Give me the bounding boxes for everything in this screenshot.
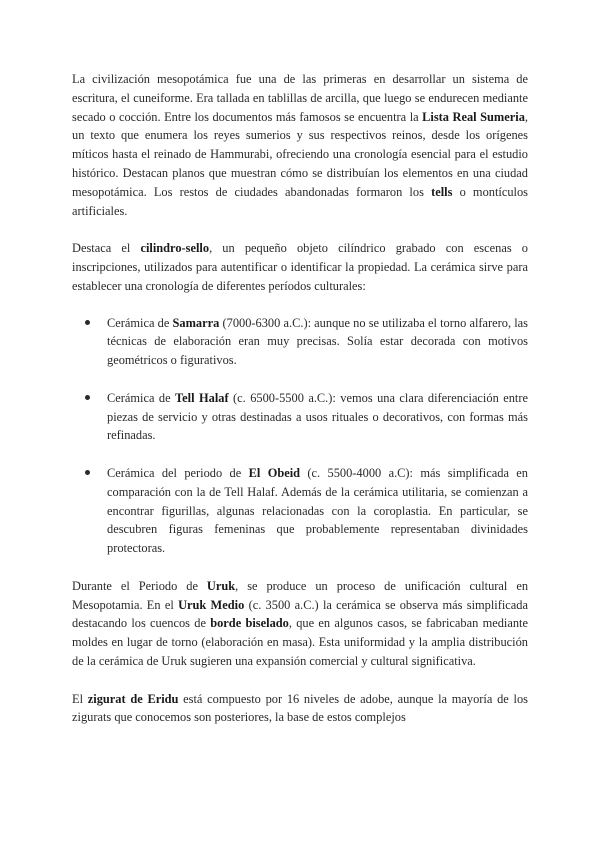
paragraph-cylinder-seal [72,239,528,295]
text-run: , que en algunos casos, se fabricaban mediante moldes en lugar de torno (elaboración en masa). Esta uniformidad y la amplia distribución de la cerámica de Uruk sugieren una expansión comercial y cultural significativa. [72,616,528,668]
text-run: o montículos artificiales. [72,184,528,218]
text-run: , un pequeño objeto cilíndrico grabado con escenas o inscripciones, utilizados para autentificar o identificar la propiedad. La cerámica sirve para establecer una cronología de diferentes períodos culturales: [72,241,528,293]
bold-term: Uruk [206,578,236,593]
bold-term: zigurat de Eridu [87,691,179,706]
bullet-icon [85,470,90,475]
text-run: , se produce un proceso de unificación cultural en Mesopotamia. En el [72,578,529,612]
text-run: El [72,691,88,706]
text-run: está compuesto por 16 niveles de adobe, aunque la mayoría de los zigurats que conocemos son posteriores, la base de estos complejos [72,691,528,725]
bold-term: Uruk Medio [178,597,245,612]
list-item [72,389,528,445]
text-run: (c. 5500-4000 a.C): más simplificada en comparación con la de Tell Halaf. Además de la cerámica utilitaria, se comienzan a encontrar figurillas, algunas relacionadas con la coroplastia. En particular, se descubren figuras femeninas que probablemente representaban divinidades protectoras. [107,465,529,556]
text-run: Cerámica del periodo de [107,465,249,480]
bold-term: Lista Real Sumeria [422,109,525,124]
text-run: La civilización mesopotámica fue una de las primeras en desarrollar un sistema de escritura, el cuneiforme. Era tallada en tablillas de arcilla, que luego se endurecen mediante secado o cocción. Entre los documentos más famosos se encuentra la [72,72,528,124]
paragraph-uruk [72,577,528,671]
bullet-icon [85,320,90,325]
text-run: Destaca el [72,241,141,256]
bold-term: borde biselado [210,616,289,631]
paragraph-ziggurat [72,690,528,728]
list-item [72,314,528,370]
text-run: Cerámica de [107,315,173,330]
text-run: (c. 6500-5500 a.C.): vemos una clara diferenciación entre piezas de servicio y otras destinadas a usos rituales o decorativos, con formas más refinadas. [107,390,528,443]
text-run: Durante el Periodo de [72,578,207,593]
text-run: (c. 3500 a.C.) la cerámica se observa más simplificada destacando los cuencos de [72,597,528,631]
paragraph-writing [72,70,528,220]
bold-term: cilindro-sello [140,241,210,256]
bold-term: El Obeid [248,465,301,480]
bold-term: tells [431,184,453,199]
ceramics-list [72,314,528,558]
bold-term: Tell Halaf [175,390,229,405]
text-run: , un texto que enumera los reyes sumerios y sus respectivos reinos, desde los orígenes míticos hasta el reinado de Hammurabi, ofreciendo una cronología esencial para el estudio histórico. Destacan planos que muestran cómo se distribuían los elementos en una ciudad mesopotámica. Los restos de ciudades abandonadas formaron los [72,109,528,199]
bold-term: Samarra [172,315,220,330]
text-run: (7000-6300 a.C.): aunque no se utilizaba el torno alfarero, las técnicas de elaboración eran muy precisas. Solía estar decorada con motivos geométricos o figurativos. [107,315,528,368]
text-run: Cerámica de [107,390,176,405]
list-item [72,464,528,558]
bullet-icon [85,395,90,400]
